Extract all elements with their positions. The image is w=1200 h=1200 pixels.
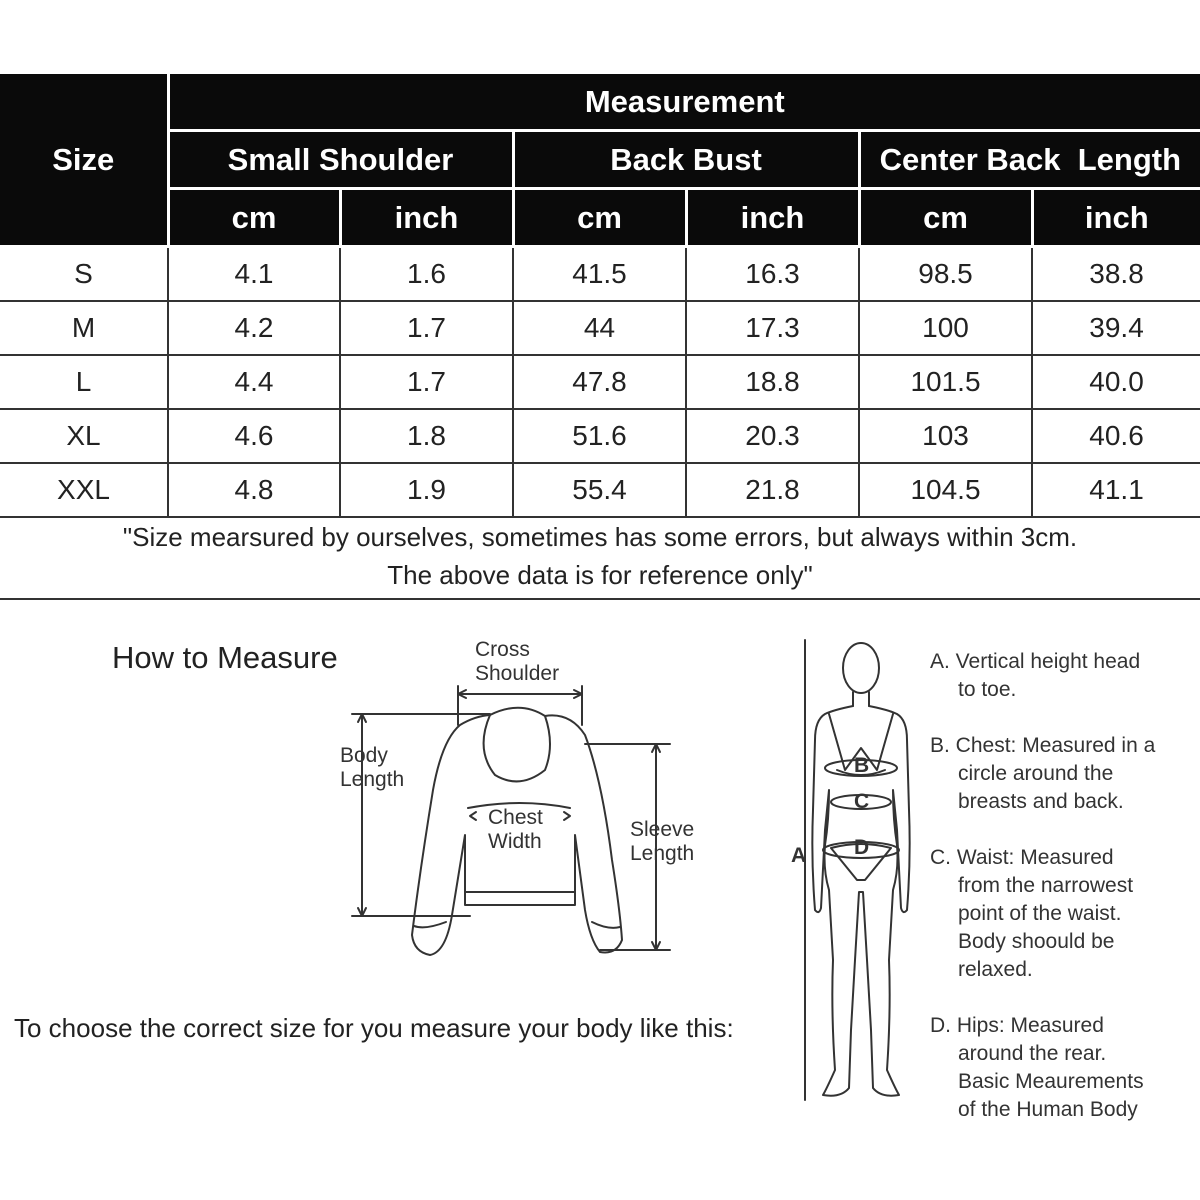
chest-width-label: Chest Width xyxy=(488,806,543,853)
table-cell: 17.3 xyxy=(686,301,859,355)
table-cell: 4.4 xyxy=(168,355,340,409)
unit-header: cm xyxy=(168,189,340,247)
table-cell: 4.8 xyxy=(168,463,340,517)
table-cell: 98.5 xyxy=(859,247,1032,302)
unit-header: inch xyxy=(340,189,513,247)
table-cell: 16.3 xyxy=(686,247,859,302)
table-cell: 38.8 xyxy=(1032,247,1200,302)
table-cell: 18.8 xyxy=(686,355,859,409)
size-chart-table xyxy=(0,74,1200,518)
cross-shoulder-label: Cross Shoulder xyxy=(475,638,560,685)
human-body-icon xyxy=(785,630,925,1130)
table-cell: 55.4 xyxy=(513,463,686,517)
definition-b: B. Chest: Measured in a circle around the breasts and back. xyxy=(930,734,1156,813)
table-row xyxy=(0,355,1200,409)
table-cell: 1.6 xyxy=(340,247,513,302)
measurement-header: Measurement xyxy=(168,74,1200,131)
unit-header: cm xyxy=(859,189,1032,247)
group-header-center-back-length: Center Back Length xyxy=(859,131,1200,189)
body-figure-diagram xyxy=(785,630,925,1130)
size-cell: L xyxy=(0,355,168,409)
size-column-header: Size xyxy=(0,74,168,247)
size-cell: S xyxy=(0,247,168,302)
table-cell: 4.6 xyxy=(168,409,340,463)
figure-label-d: D xyxy=(854,836,870,859)
table-cell: 100 xyxy=(859,301,1032,355)
table-row xyxy=(0,247,1200,302)
table-cell: 47.8 xyxy=(513,355,686,409)
group-header-back-bust: Back Bust xyxy=(513,131,859,189)
table-cell: 40.6 xyxy=(1032,409,1200,463)
figure-label-b: B xyxy=(854,754,870,777)
table-cell: 44 xyxy=(513,301,686,355)
table-cell: 4.2 xyxy=(168,301,340,355)
size-cell: XL xyxy=(0,409,168,463)
definition-c: C. Waist: Measured from the narrowest point of the waist. Body shoould be relaxed. xyxy=(930,846,1134,981)
unit-header: inch xyxy=(1032,189,1200,247)
table-cell: 1.9 xyxy=(340,463,513,517)
figure-label-a: A xyxy=(791,844,807,867)
definition-a: A. Vertical height head to toe. xyxy=(930,650,1141,701)
table-cell: 101.5 xyxy=(859,355,1032,409)
choose-size-instruction: To choose the correct size for you measure your body like this: xyxy=(14,1013,734,1043)
measurement-definitions xyxy=(930,648,1190,1152)
table-cell: 40.0 xyxy=(1032,355,1200,409)
table-cell: 1.8 xyxy=(340,409,513,463)
size-cell: M xyxy=(0,301,168,355)
body-length-label: Body Length xyxy=(340,744,405,791)
table-cell: 1.7 xyxy=(340,355,513,409)
table-cell: 104.5 xyxy=(859,463,1032,517)
table-row xyxy=(0,301,1200,355)
garment-measure-diagram xyxy=(330,630,720,970)
table-cell: 20.3 xyxy=(686,409,859,463)
table-row xyxy=(0,409,1200,463)
definition-d: D. Hips: Measured around the rear. Basic Meaurements of the Human Body xyxy=(930,1014,1144,1121)
table-cell: 41.1 xyxy=(1032,463,1200,517)
table-cell: 41.5 xyxy=(513,247,686,302)
table-row xyxy=(0,463,1200,517)
table-cell: 21.8 xyxy=(686,463,859,517)
size-cell: XXL xyxy=(0,463,168,517)
table-cell: 4.1 xyxy=(168,247,340,302)
table-cell: 103 xyxy=(859,409,1032,463)
note-line: The above data is for reference only" xyxy=(387,560,813,590)
group-header-small-shoulder: Small Shoulder xyxy=(168,131,513,189)
table-cell: 51.6 xyxy=(513,409,686,463)
how-to-measure-title: How to Measure xyxy=(112,640,338,675)
table-cell: 39.4 xyxy=(1032,301,1200,355)
figure-label-c: C xyxy=(854,790,870,813)
table-cell: 1.7 xyxy=(340,301,513,355)
note-line: "Size mearsured by ourselves, sometimes has some errors, but always within 3cm. xyxy=(122,522,1078,552)
unit-header: inch xyxy=(686,189,859,247)
disclaimer-note xyxy=(0,518,1200,600)
sleeve-length-label: Sleeve Length xyxy=(630,818,695,865)
unit-header: cm xyxy=(513,189,686,247)
